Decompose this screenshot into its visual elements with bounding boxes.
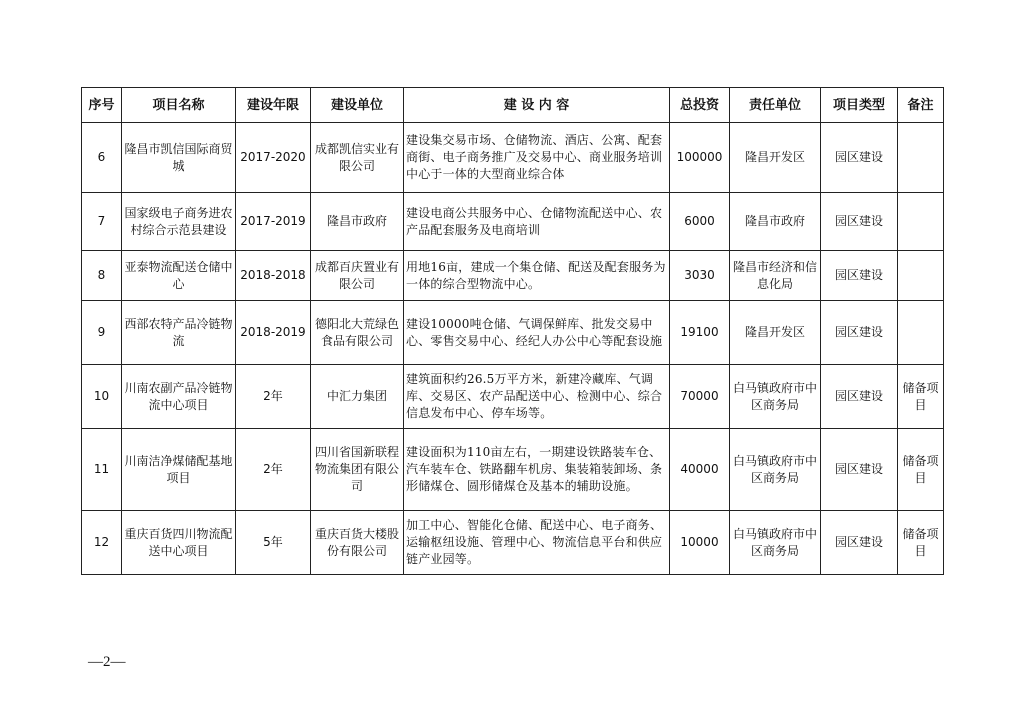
cell-period: 2年 bbox=[236, 429, 311, 511]
cell-no: 6 bbox=[82, 123, 122, 193]
cell-name: 川南洁净煤储配基地项目 bbox=[122, 429, 236, 511]
cell-note: 储备项目 bbox=[898, 429, 944, 511]
cell-content: 建设10000吨仓储、气调保鲜库、批发交易中心、零售交易中心、经纪人办公中心等配套设施 bbox=[404, 301, 670, 365]
cell-name: 国家级电子商务进农村综合示范县建设 bbox=[122, 193, 236, 251]
cell-note bbox=[898, 193, 944, 251]
cell-content: 建设电商公共服务中心、仓储物流配送中心、农产品配套服务及电商培训 bbox=[404, 193, 670, 251]
cell-note bbox=[898, 251, 944, 301]
cell-name: 重庆百货四川物流配送中心项目 bbox=[122, 511, 236, 575]
cell-type: 园区建设 bbox=[821, 301, 898, 365]
cell-responsible: 白马镇政府市中区商务局 bbox=[730, 511, 821, 575]
cell-builder: 四川省国新联程物流集团有限公司 bbox=[311, 429, 404, 511]
cell-investment: 100000 bbox=[670, 123, 730, 193]
cell-note bbox=[898, 301, 944, 365]
project-table bbox=[81, 87, 944, 575]
cell-type: 园区建设 bbox=[821, 123, 898, 193]
table-row bbox=[82, 429, 944, 511]
cell-period: 2018-2018 bbox=[236, 251, 311, 301]
cell-builder: 隆昌市政府 bbox=[311, 193, 404, 251]
table-row bbox=[82, 301, 944, 365]
cell-builder: 中汇力集团 bbox=[311, 365, 404, 429]
cell-name: 川南农副产品冷链物流中心项目 bbox=[122, 365, 236, 429]
col-header-content: 建 设 内 容 bbox=[404, 88, 670, 123]
page-number: —2— bbox=[88, 654, 126, 670]
cell-responsible: 隆昌开发区 bbox=[730, 123, 821, 193]
col-header-type: 项目类型 bbox=[821, 88, 898, 123]
cell-content: 加工中心、智能化仓储、配送中心、电子商务、运输枢纽设施、管理中心、物流信息平台和供应链产业园等。 bbox=[404, 511, 670, 575]
col-header-builder: 建设单位 bbox=[311, 88, 404, 123]
cell-responsible: 隆昌开发区 bbox=[730, 301, 821, 365]
col-header-investment: 总投资 bbox=[670, 88, 730, 123]
cell-investment: 19100 bbox=[670, 301, 730, 365]
cell-type: 园区建设 bbox=[821, 511, 898, 575]
cell-period: 2017-2019 bbox=[236, 193, 311, 251]
cell-period: 5年 bbox=[236, 511, 311, 575]
table-row bbox=[82, 251, 944, 301]
col-header-name: 项目名称 bbox=[122, 88, 236, 123]
cell-name: 西部农特产品冷链物流 bbox=[122, 301, 236, 365]
cell-investment: 40000 bbox=[670, 429, 730, 511]
table-body bbox=[82, 123, 944, 575]
cell-period: 2017-2020 bbox=[236, 123, 311, 193]
cell-content: 建设集交易市场、仓储物流、酒店、公寓、配套商街、电子商务推广及交易中心、商业服务培训中心于一体的大型商业综合体 bbox=[404, 123, 670, 193]
cell-responsible: 白马镇政府市中区商务局 bbox=[730, 429, 821, 511]
col-header-period: 建设年限 bbox=[236, 88, 311, 123]
cell-period: 2年 bbox=[236, 365, 311, 429]
table-row bbox=[82, 365, 944, 429]
cell-name: 隆昌市凯信国际商贸城 bbox=[122, 123, 236, 193]
cell-type: 园区建设 bbox=[821, 193, 898, 251]
cell-no: 7 bbox=[82, 193, 122, 251]
cell-type: 园区建设 bbox=[821, 429, 898, 511]
cell-investment: 10000 bbox=[670, 511, 730, 575]
cell-no: 8 bbox=[82, 251, 122, 301]
table-row bbox=[82, 123, 944, 193]
cell-no: 12 bbox=[82, 511, 122, 575]
cell-note bbox=[898, 123, 944, 193]
col-header-no: 序号 bbox=[82, 88, 122, 123]
cell-builder: 重庆百货大楼股份有限公司 bbox=[311, 511, 404, 575]
cell-type: 园区建设 bbox=[821, 365, 898, 429]
cell-responsible: 隆昌市经济和信息化局 bbox=[730, 251, 821, 301]
table-row bbox=[82, 193, 944, 251]
cell-no: 11 bbox=[82, 429, 122, 511]
cell-investment: 3030 bbox=[670, 251, 730, 301]
cell-period: 2018-2019 bbox=[236, 301, 311, 365]
cell-type: 园区建设 bbox=[821, 251, 898, 301]
cell-no: 10 bbox=[82, 365, 122, 429]
cell-builder: 成都百庆置业有限公司 bbox=[311, 251, 404, 301]
cell-content: 用地16亩，建成一个集仓储、配送及配套服务为一体的综合型物流中心。 bbox=[404, 251, 670, 301]
cell-builder: 成都凯信实业有限公司 bbox=[311, 123, 404, 193]
col-header-note: 备注 bbox=[898, 88, 944, 123]
cell-note: 储备项目 bbox=[898, 365, 944, 429]
cell-no: 9 bbox=[82, 301, 122, 365]
table-row bbox=[82, 511, 944, 575]
cell-investment: 70000 bbox=[670, 365, 730, 429]
header-row bbox=[82, 88, 944, 123]
col-header-responsible: 责任单位 bbox=[730, 88, 821, 123]
cell-responsible: 隆昌市政府 bbox=[730, 193, 821, 251]
cell-builder: 德阳北大荒绿色食品有限公司 bbox=[311, 301, 404, 365]
cell-responsible: 白马镇政府市中区商务局 bbox=[730, 365, 821, 429]
cell-note: 储备项目 bbox=[898, 511, 944, 575]
cell-content: 建设面积为110亩左右，一期建设铁路装车仓、汽车装车仓、铁路翻车机房、集装箱装卸场、条形储煤仓、圆形储煤仓及基本的辅助设施。 bbox=[404, 429, 670, 511]
cell-name: 亚泰物流配送仓储中心 bbox=[122, 251, 236, 301]
cell-investment: 6000 bbox=[670, 193, 730, 251]
cell-content: 建筑面积约26.5万平方米，新建冷藏库、气调库、交易区、农产品配送中心、检测中心、综合信息发布中心、停车场等。 bbox=[404, 365, 670, 429]
